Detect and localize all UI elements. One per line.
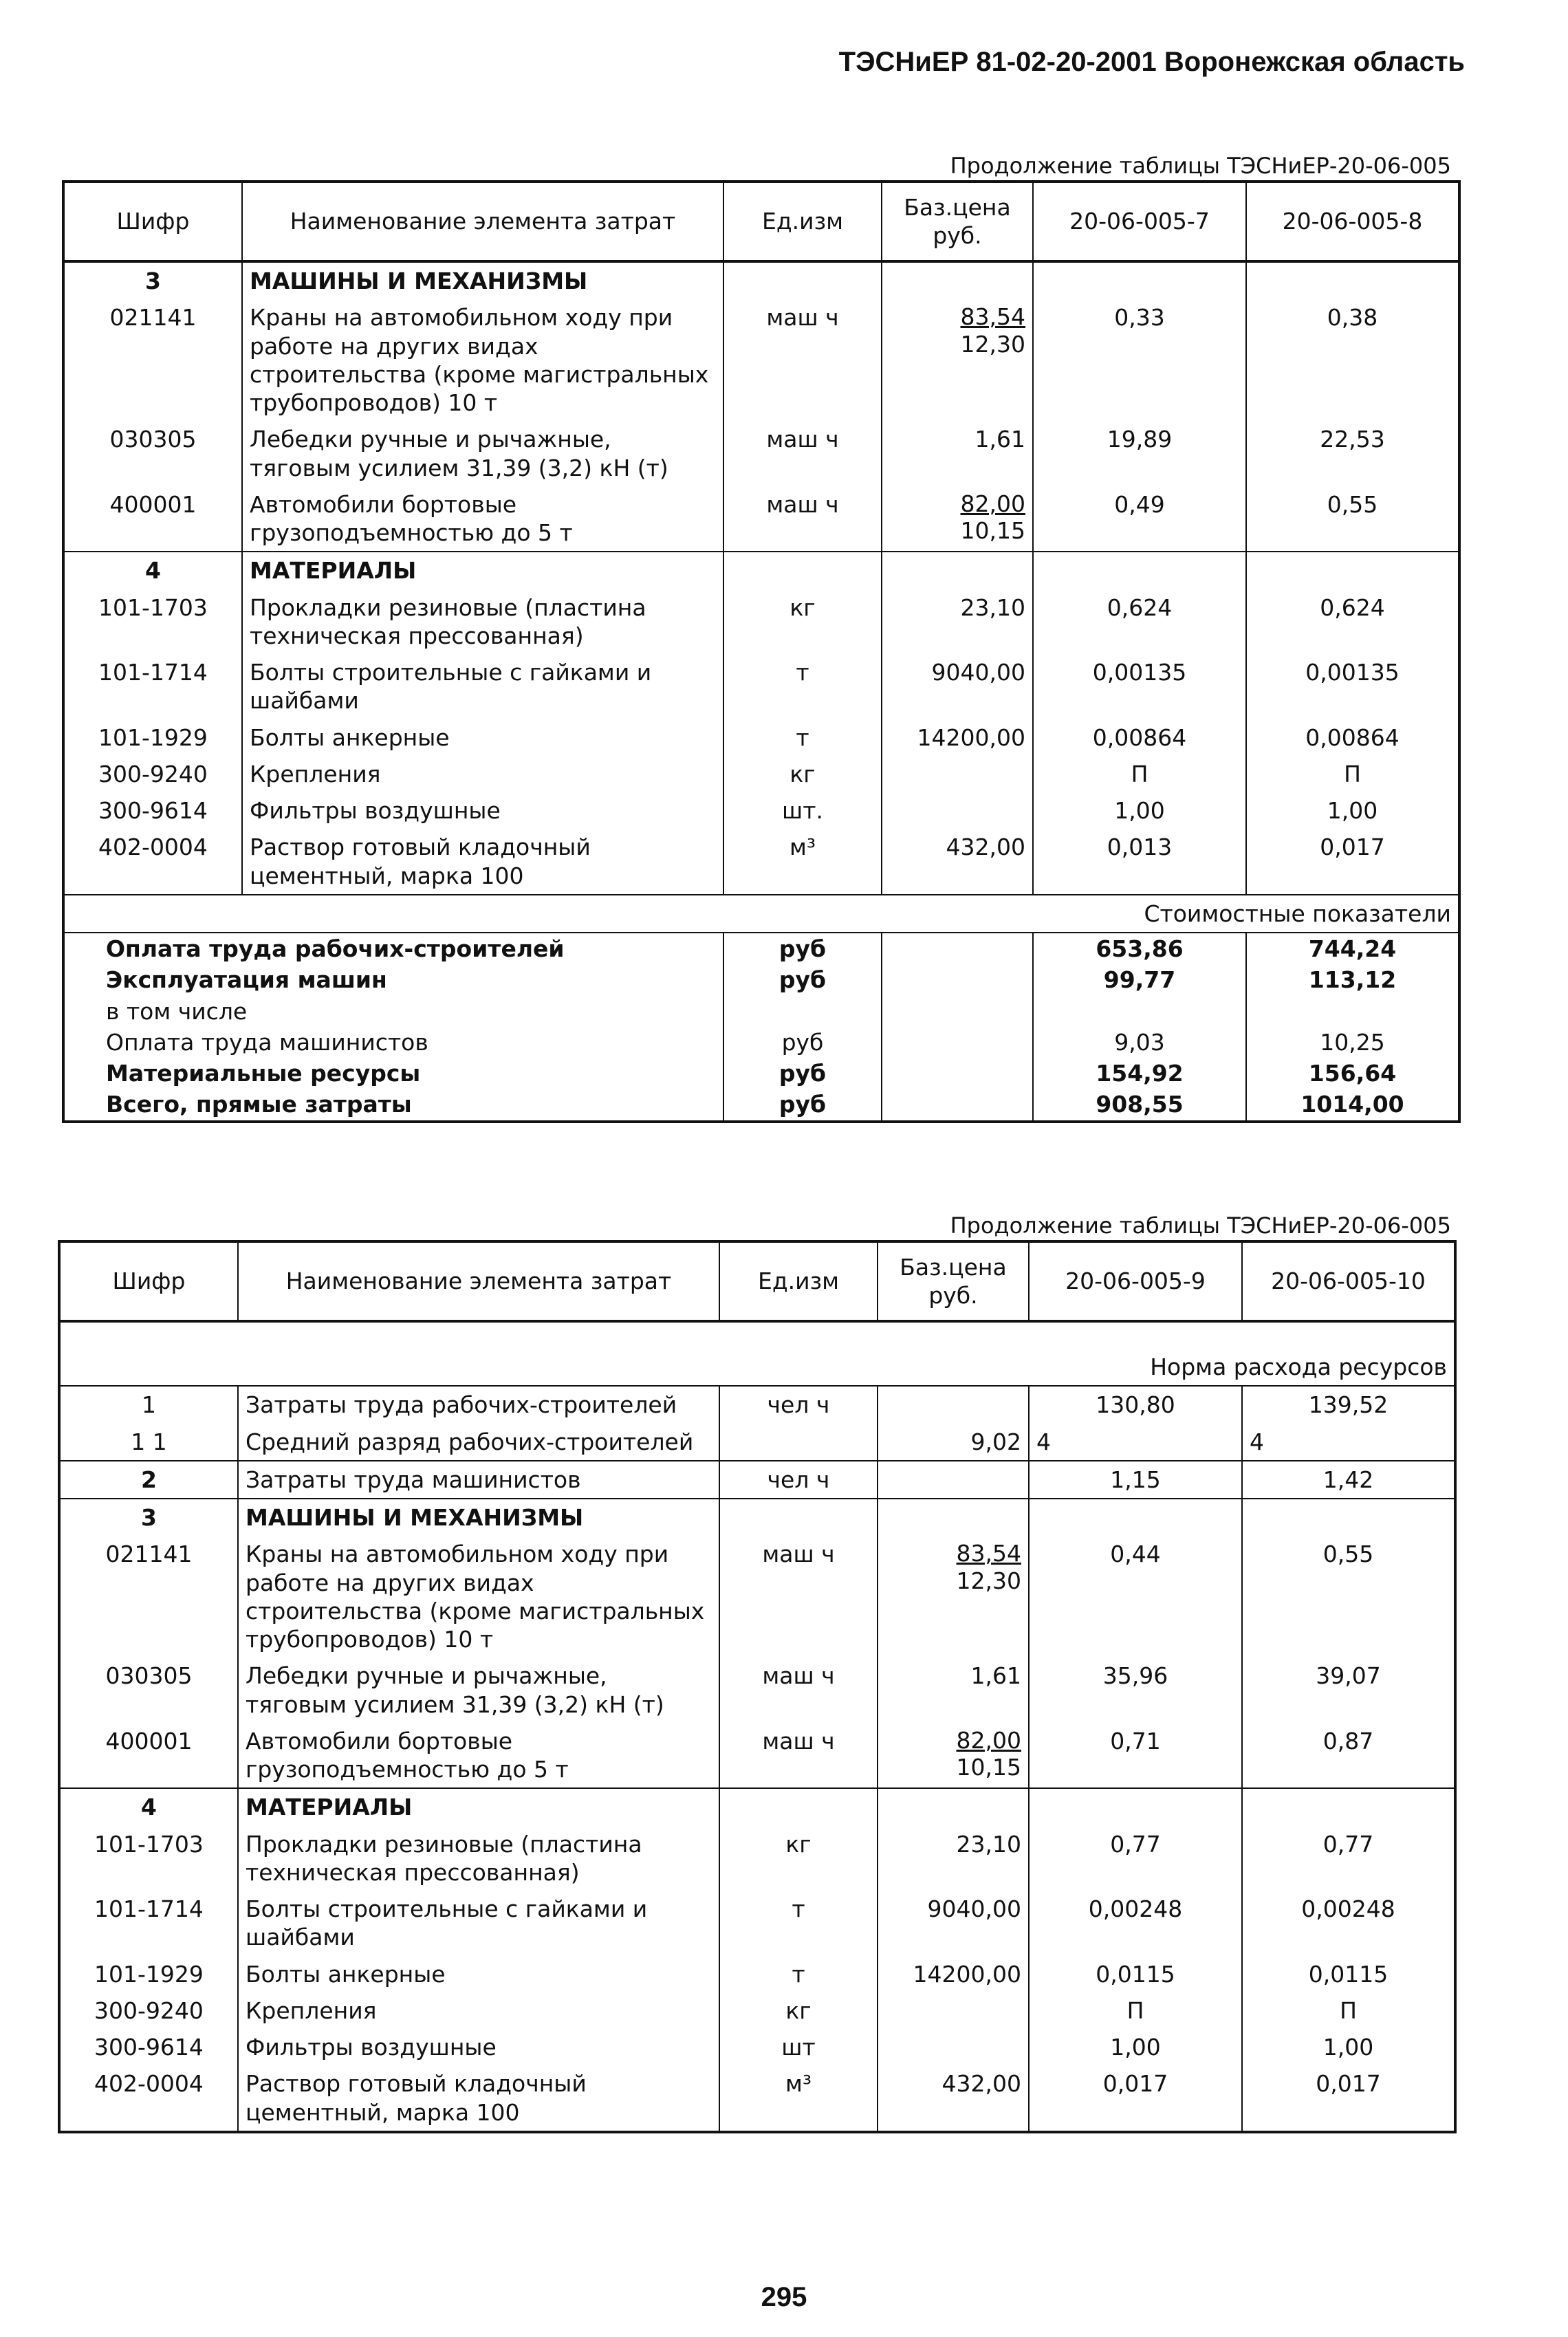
row-code: 030305 [59, 1657, 238, 1723]
row-value-b: 22,53 [1246, 421, 1459, 486]
table-row [59, 1956, 1455, 1992]
row-price-2: 10,15 [956, 1754, 1021, 1781]
row-code: 101-1929 [63, 719, 242, 756]
summary-value-b: 113,12 [1246, 964, 1459, 995]
row-code: 1 [59, 1386, 238, 1423]
summary-value-a: 154,92 [1033, 1058, 1246, 1089]
row-price [878, 1723, 1029, 1789]
row-code: 400001 [59, 1723, 238, 1789]
row-value-b: 0,017 [1246, 829, 1459, 895]
row-value-a: 1,00 [1033, 792, 1246, 829]
row-value-a: 1,00 [1029, 2029, 1242, 2065]
row-price-1: 82,00 [956, 1726, 1021, 1754]
row-unit: маш ч [723, 299, 882, 421]
row-name: Прокладки резиновые (пластина техническая прессованная) [238, 1826, 719, 1891]
row-name: Затраты труда машинистов [238, 1461, 719, 1499]
table-row [59, 1891, 1455, 1956]
summary-label: Эксплуатация машин [106, 966, 387, 994]
row-value-a: 19,89 [1033, 421, 1246, 486]
row-value-a: 130,80 [1029, 1386, 1242, 1423]
row-code: 300-9240 [59, 1992, 238, 2029]
table-row [63, 719, 1459, 756]
section-code: 4 [63, 552, 242, 589]
row-value-a: П [1029, 1992, 1242, 2029]
section-title: МАШИНЫ И МЕХАНИЗМЫ [238, 1499, 719, 1536]
row-value-b: 139,52 [1242, 1386, 1455, 1423]
row-code: 300-9614 [59, 2029, 238, 2065]
row-value-b: П [1242, 1992, 1455, 2029]
row-price [878, 1461, 1029, 1499]
summary-label: Оплата труда машинистов [106, 1028, 428, 1056]
summary-unit: руб [723, 964, 882, 995]
row-value-b: 0,624 [1246, 589, 1459, 655]
row-value-a: 0,33 [1033, 299, 1246, 421]
row-unit: маш ч [719, 1657, 878, 1723]
row-value-b: 1,42 [1242, 1461, 1455, 1499]
col-header-price-line1: Баз.цена [900, 1253, 1007, 1281]
row-code: 101-1714 [59, 1891, 238, 1956]
row-value-a: 0,49 [1033, 486, 1246, 552]
page-number: 295 [761, 2282, 807, 2312]
section-title: МАШИНЫ И МЕХАНИЗМЫ [242, 261, 723, 299]
table-row [59, 1657, 1455, 1723]
table-row [59, 1536, 1455, 1657]
row-price: 9040,00 [878, 1891, 1029, 1956]
summary-value-a: 99,77 [1033, 964, 1246, 995]
col-header-a: 20-06-005-7 [1033, 182, 1246, 261]
summary-value-a: 653,86 [1033, 933, 1246, 964]
table-header-row [59, 1241, 1455, 1321]
row-name: Крепления [242, 756, 723, 792]
col-header-a: 20-06-005-9 [1029, 1241, 1242, 1321]
table-row [59, 2029, 1455, 2065]
row-price [878, 1386, 1029, 1423]
summary-label: Материальные ресурсы [106, 1060, 421, 1087]
summary-value-a: 908,55 [1033, 1089, 1246, 1121]
row-name: Болты строительные с гайками и шайбами [242, 654, 723, 719]
col-header-code: Шифр [59, 1241, 238, 1321]
row-price [878, 1992, 1029, 2029]
section-title: МАТЕРИАЛЫ [242, 552, 723, 589]
row-value-a: 0,71 [1029, 1723, 1242, 1789]
row-name: Болты анкерные [238, 1956, 719, 1992]
row-price [882, 792, 1033, 829]
row-value-b: 0,00864 [1246, 719, 1459, 756]
col-header-price-line2: руб. [933, 222, 982, 249]
row-price-1: 83,54 [956, 1540, 1021, 1567]
table-row [59, 1826, 1455, 1891]
continuation-caption-2: Продолжение таблицы ТЭСНиЕР-20-06-005 [950, 1213, 1451, 1239]
table-row [59, 1424, 1455, 1461]
row-value-b: 4 [1242, 1424, 1455, 1461]
summary-row [63, 964, 1459, 995]
col-header-unit: Ед.изм [723, 182, 882, 261]
summary-unit: руб [723, 1089, 882, 1121]
col-header-price-line1: Баз.цена [904, 193, 1011, 221]
row-value-a: 0,44 [1029, 1536, 1242, 1657]
row-name: Средний разряд рабочих-строителей [238, 1424, 719, 1461]
row-name: Краны на автомобильном ходу при работе на других видах строительства (кроме магистральных трубопроводов) 10 т [242, 299, 723, 421]
table-row [59, 1461, 1455, 1499]
summary-unit: руб [723, 933, 882, 964]
col-header-name: Наименование элемента затрат [242, 182, 723, 261]
row-code: 021141 [63, 299, 242, 421]
row-price [878, 1536, 1029, 1657]
row-price [882, 486, 1033, 552]
col-header-b: 20-06-005-8 [1246, 182, 1459, 261]
table-row [59, 2065, 1455, 2132]
row-value-b: 0,017 [1242, 2065, 1455, 2132]
row-price: 1,61 [878, 1657, 1029, 1723]
summary-row [63, 996, 1459, 1027]
row-unit: чел ч [719, 1461, 878, 1499]
row-code: 300-9614 [63, 792, 242, 829]
row-unit: маш ч [719, 1723, 878, 1789]
row-code: 300-9240 [63, 756, 242, 792]
row-value-b: 0,00135 [1246, 654, 1459, 719]
row-price-1: 82,00 [960, 490, 1025, 517]
col-header-price [878, 1241, 1029, 1321]
section-title: МАТЕРИАЛЫ [238, 1788, 719, 1825]
row-value-b: 1,00 [1246, 792, 1459, 829]
norm-title: Норма расхода ресурсов [59, 1321, 1455, 1386]
summary-unit: руб [723, 1058, 882, 1089]
row-value-b: 0,0115 [1242, 1956, 1455, 1992]
row-name: Фильтры воздушные [238, 2029, 719, 2065]
row-unit: кг [719, 1992, 878, 2029]
summary-label: в том числе [106, 997, 248, 1025]
row-name: Фильтры воздушные [242, 792, 723, 829]
summary-label: Оплата труда рабочих-строителей [106, 935, 565, 962]
row-price: 1,61 [882, 421, 1033, 486]
summary-value-b: 744,24 [1246, 933, 1459, 964]
row-value-a: 0,00135 [1033, 654, 1246, 719]
table-row [59, 1992, 1455, 2029]
row-name: Крепления [238, 1992, 719, 2029]
row-unit: маш ч [723, 486, 882, 552]
row-unit: кг [723, 589, 882, 655]
row-code: 030305 [63, 421, 242, 486]
col-header-price-line2: руб. [928, 1282, 978, 1309]
row-value-b: П [1246, 756, 1459, 792]
row-unit: т [719, 1956, 878, 1992]
table-row [63, 756, 1459, 792]
row-price-2: 12,30 [960, 330, 1025, 358]
col-header-code: Шифр [63, 182, 242, 261]
table-row [59, 1386, 1455, 1423]
row-name: Автомобили бортовые грузоподъемностью до 5 т [238, 1723, 719, 1789]
row-unit: маш ч [723, 421, 882, 486]
summary-row [63, 1058, 1459, 1089]
table-row [63, 829, 1459, 895]
row-unit: т [723, 719, 882, 756]
section-code: 3 [59, 1499, 238, 1536]
row-value-b: 0,00248 [1242, 1891, 1455, 1956]
row-name: Лебедки ручные и рычажные, тяговым усилием 31,39 (3,2) кН (т) [238, 1657, 719, 1723]
row-price: 9,02 [878, 1424, 1029, 1461]
row-value-a: 0,013 [1033, 829, 1246, 895]
row-value-b: 0,55 [1246, 486, 1459, 552]
row-name: Болты анкерные [242, 719, 723, 756]
section-row [63, 552, 1459, 589]
row-price: 14200,00 [882, 719, 1033, 756]
row-value-b: 39,07 [1242, 1657, 1455, 1723]
table-row [59, 1723, 1455, 1789]
resource-table-1 [62, 180, 1461, 1123]
row-name: Автомобили бортовые грузоподъемностью до 5 т [242, 486, 723, 552]
summary-label: Всего, прямые затраты [106, 1091, 412, 1118]
row-value-b: 0,87 [1242, 1723, 1455, 1789]
row-unit: м³ [723, 829, 882, 895]
row-code: 1 1 [59, 1424, 238, 1461]
row-code: 402-0004 [63, 829, 242, 895]
row-value-b: 0,38 [1246, 299, 1459, 421]
section-code: 3 [63, 261, 242, 299]
row-unit: м³ [719, 2065, 878, 2132]
summary-row [63, 1027, 1459, 1058]
row-name: Раствор готовый кладочный цементный, марка 100 [242, 829, 723, 895]
norm-title-row [59, 1321, 1455, 1386]
row-code: 101-1703 [59, 1826, 238, 1891]
col-header-unit: Ед.изм [719, 1241, 878, 1321]
row-unit: шт. [723, 792, 882, 829]
table-row [63, 589, 1459, 655]
section-code: 4 [59, 1788, 238, 1825]
row-value-b: 1,00 [1242, 2029, 1455, 2065]
row-price-1: 83,54 [960, 303, 1025, 331]
cost-indicators-title: Стоимостные показатели [63, 895, 1459, 933]
table-header-row [63, 182, 1459, 261]
summary-unit: руб [723, 1027, 882, 1058]
row-name: Прокладки резиновые (пластина техническая прессованная) [242, 589, 723, 655]
row-value-a: 1,15 [1029, 1461, 1242, 1499]
row-code: 402-0004 [59, 2065, 238, 2132]
row-code: 101-1714 [63, 654, 242, 719]
row-name: Раствор готовый кладочный цементный, марка 100 [238, 2065, 719, 2132]
summary-value-a: 9,03 [1033, 1027, 1246, 1058]
row-price [878, 2029, 1029, 2065]
row-name: Краны на автомобильном ходу при работе на других видах строительства (кроме магистральных трубопроводов) 10 т [238, 1536, 719, 1657]
row-name: Затраты труда рабочих-строителей [238, 1386, 719, 1423]
col-header-name: Наименование элемента затрат [238, 1241, 719, 1321]
page-header: ТЭСНиЕР 81-02-20-2001 Воронежская область [838, 47, 1465, 77]
row-price: 14200,00 [878, 1956, 1029, 1992]
row-unit: кг [723, 756, 882, 792]
row-value-a: 35,96 [1029, 1657, 1242, 1723]
row-name: Болты строительные с гайками и шайбами [238, 1891, 719, 1956]
summary-row [63, 1089, 1459, 1121]
continuation-caption-1: Продолжение таблицы ТЭСНиЕР-20-06-005 [950, 153, 1451, 179]
row-price: 432,00 [882, 829, 1033, 895]
row-unit: шт [719, 2029, 878, 2065]
row-price-2: 12,30 [956, 1567, 1021, 1594]
row-code: 101-1929 [59, 1956, 238, 1992]
row-price: 9040,00 [882, 654, 1033, 719]
summary-value-b: 156,64 [1246, 1058, 1459, 1089]
row-unit: т [723, 654, 882, 719]
row-code: 2 [59, 1461, 238, 1499]
row-code: 101-1703 [63, 589, 242, 655]
row-code: 400001 [63, 486, 242, 552]
row-price: 23,10 [882, 589, 1033, 655]
section-row [59, 1499, 1455, 1536]
summary-row [63, 933, 1459, 964]
row-price-2: 10,15 [960, 517, 1025, 545]
row-value-a: П [1033, 756, 1246, 792]
row-name: Лебедки ручные и рычажные, тяговым усилием 31,39 (3,2) кН (т) [242, 421, 723, 486]
summary-value-b: 1014,00 [1246, 1089, 1459, 1121]
summary-value-b: 10,25 [1246, 1027, 1459, 1058]
row-unit: чел ч [719, 1386, 878, 1423]
row-price: 432,00 [878, 2065, 1029, 2132]
row-value-a: 0,624 [1033, 589, 1246, 655]
table-row [63, 299, 1459, 421]
table-row [63, 792, 1459, 829]
row-unit: маш ч [719, 1536, 878, 1657]
row-code: 021141 [59, 1536, 238, 1657]
row-price: 23,10 [878, 1826, 1029, 1891]
section-row [59, 1788, 1455, 1825]
row-value-a: 4 [1029, 1424, 1242, 1461]
row-value-a: 0,77 [1029, 1826, 1242, 1891]
row-value-a: 0,0115 [1029, 1956, 1242, 1992]
row-value-a: 0,017 [1029, 2065, 1242, 2132]
row-unit: кг [719, 1826, 878, 1891]
row-value-a: 0,00864 [1033, 719, 1246, 756]
resource-table-2 [58, 1240, 1457, 2133]
section-row [63, 261, 1459, 299]
col-header-b: 20-06-005-10 [1242, 1241, 1455, 1321]
row-price [882, 756, 1033, 792]
row-value-b: 0,55 [1242, 1536, 1455, 1657]
row-value-a: 0,00248 [1029, 1891, 1242, 1956]
row-unit: т [719, 1891, 878, 1956]
col-header-price [882, 182, 1033, 261]
table-row [63, 654, 1459, 719]
cost-indicators-title-row [63, 895, 1459, 933]
table-row [63, 486, 1459, 552]
table-row [63, 421, 1459, 486]
row-price [882, 299, 1033, 421]
row-unit [719, 1424, 878, 1461]
row-value-b: 0,77 [1242, 1826, 1455, 1891]
